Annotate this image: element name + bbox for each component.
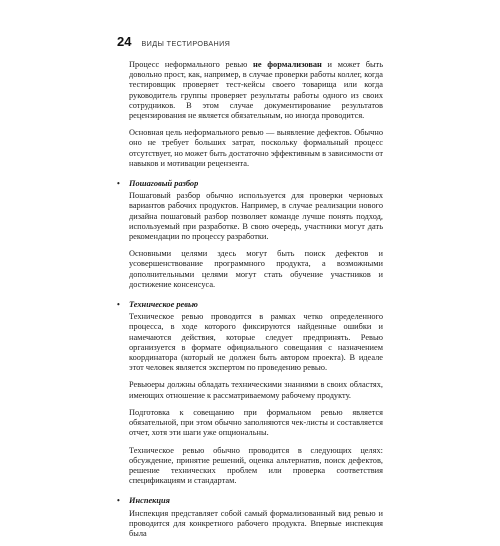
section-heading-technical: [117, 299, 383, 310]
technical-paragraph-4: Техническое ревью обычно проводится в следующих целях: обсуждение, принятие решений, оценка альтернатив, поиск дефектов, решение технических проблем или проверка соответствия спецификациям и стандартам.: [129, 445, 383, 486]
intro-bold-term: не формализован: [253, 60, 322, 69]
walkthrough-paragraph-1: Пошаговый разбор обычно используется для проверки черновых вариантов рабочих продуктов. Например, в случае реализации нового дизайна пошаговый разбор позволяет команде лучше понять подход, используемый при разработке. В свою очередь, участники могут дать рекомендации по процессу разработки.: [129, 191, 383, 242]
section-title: Пошаговый разбор: [129, 179, 199, 189]
section-heading-walkthrough: [117, 178, 383, 189]
section-heading-inspection: [117, 495, 383, 506]
section-title: Инспекция: [129, 496, 170, 506]
intro-paragraph-1: [129, 60, 383, 121]
page-number: 24: [117, 34, 132, 49]
inspection-paragraph-1: Инспекция представляет собой самый формализованный вид ревью и проводится для конкретного рабочего продукта. Впервые инспекция была: [129, 508, 383, 538]
intro-text-1a: Процесс неформального ревью: [129, 60, 254, 69]
page-body: [117, 60, 384, 546]
page-header: [117, 34, 230, 49]
intro-text-1b: и может быть довольно прост, как, например, в случае проверки работы коллег, когда тестировщик проверяет тест-кейсы своего товарища или когда руководитель группы проверяет результаты работы одного из своих сотрудников. В этом случае документирование результатов рецензирования не является обязательным, но иногда проводится.: [129, 60, 383, 121]
technical-paragraph-2: Ревьюеры должны обладать техническими знаниями в своих областях, имеющих отношение к рассматриваемому рабочему продукту.: [129, 380, 383, 400]
section-title: Техническое ревью: [129, 300, 198, 310]
technical-paragraph-1: Техническое ревью проводится в рамках четко определенного процесса, в ходе которого фиксируются найденные ошибки и намечаются действия, которые следует предпринять. Ревью организуется в формате официального совещания с назначением координатора (который не должен быть автором проекта). В идеале этот человек является экспертом по проведению ревью.: [129, 312, 383, 373]
walkthrough-paragraph-2: Основными целями здесь могут быть поиск дефектов и усовершенствование программного продукта, а возможными дополнительными целями могут стать обучение участников и достижение консенсуса.: [129, 249, 383, 289]
bullet-icon: •: [117, 495, 120, 505]
running-title: ВИДЫ ТЕСТИРОВАНИЯ: [141, 39, 231, 48]
bullet-icon: •: [117, 178, 120, 188]
bullet-icon: •: [117, 299, 120, 309]
technical-paragraph-3: Подготовка к совещанию при формальном ревью является обязательной, при этом обычно заполняются чек-листы и составляется отчет, хотя эти шаги уже опциональны.: [129, 407, 383, 438]
intro-paragraph-2: Основная цель неформального ревью — выявление дефектов. Обычно оно не требует больших затрат, поскольку формальный процесс отсутствует, но может быть достаточно эффективным в зависимости от навыков и мотивации рецензента.: [129, 128, 384, 168]
